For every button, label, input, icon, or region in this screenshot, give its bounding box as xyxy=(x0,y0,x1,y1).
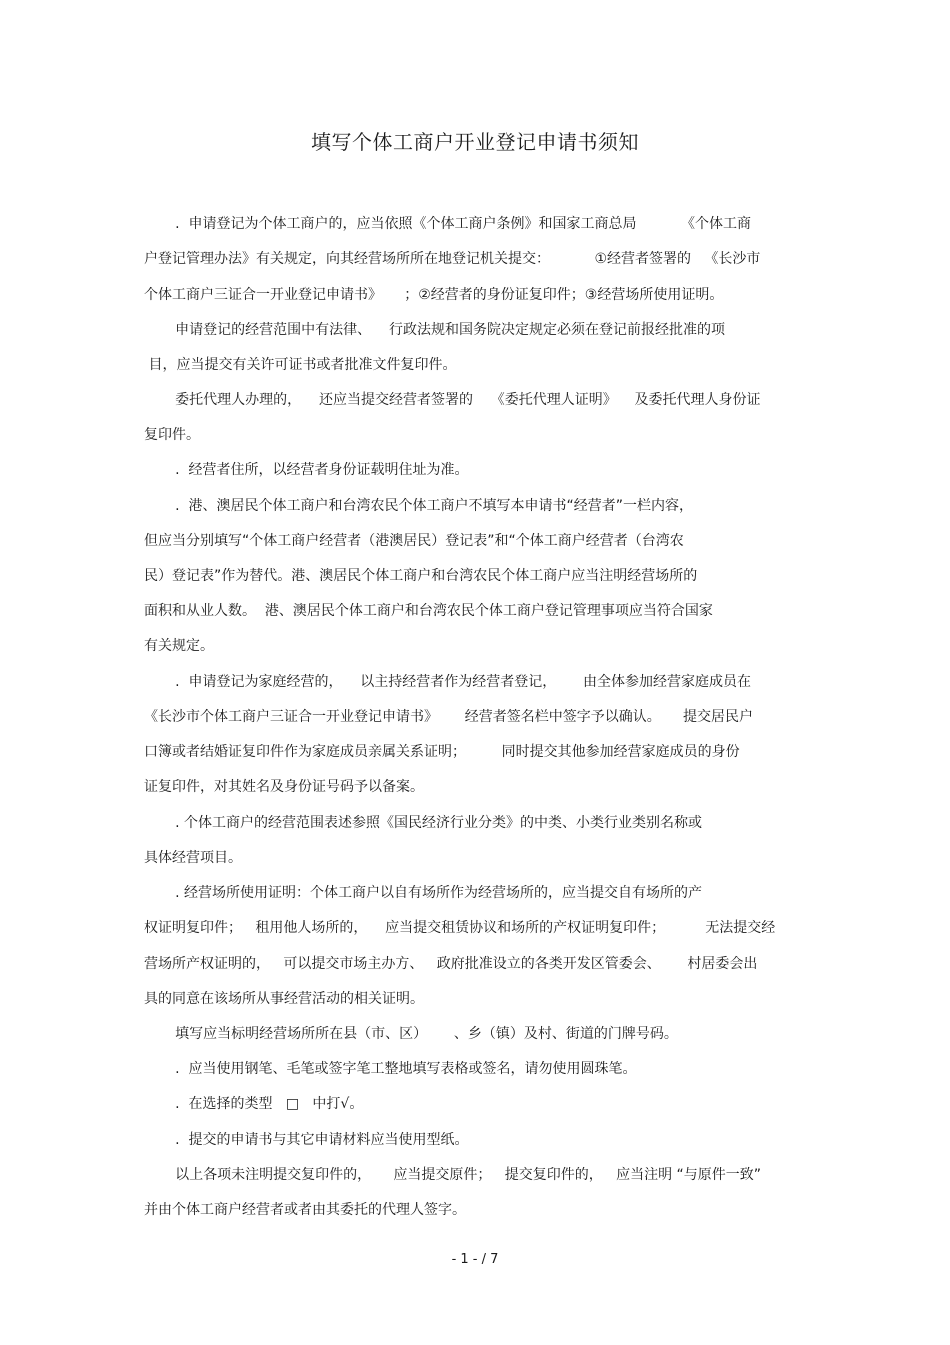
text-line: 填写应当标明经营场所所在县（市、区） 、乡（镇）及村、街道的门牌号码。 xyxy=(144,1026,678,1042)
text-line: 民）登记表”作为替代。港、澳居民个体工商户和台湾农民个体工商户应当注明经营场所的 xyxy=(144,568,698,584)
text-line: 权证明复印件； 租用他人场所的， 应当提交租赁协议和场所的产权证明复印件； 无法提交经 xyxy=(144,920,776,936)
text-line: 有关规定。 xyxy=(144,638,214,654)
text-line: 户登记管理办法》有关规定，向其经营场所所在地登记机关提交： ①经营者签署的 《长沙市 xyxy=(144,251,761,267)
text-line: 营场所产权证明的， 可以提交市场主办方、 政府批准设立的各类开发区管委会、 村居委会出 xyxy=(144,956,758,972)
text-line: 并由个体工商户经营者或者由其委托的代理人签字。 xyxy=(144,1202,466,1218)
text-line: 申请登记的经营范围中有法律、 行政法规和国务院决定规定必须在登记前报经批准的项 xyxy=(144,322,725,338)
text-line: 个体工商户三证合一开业登记申请书》 ；②经营者的身份证复印件；③经营场所使用证明。 xyxy=(144,287,724,303)
text-line: 委托代理人办理的， 还应当提交经营者签署的 《委托代理人证明》 及委托代理人身份证 xyxy=(144,392,761,408)
text-line: . 港、澳居民个体工商户和台湾农民个体工商户不填写本申请书“经营者”一栏内容， xyxy=(144,498,694,514)
text-line: 面积和从业人数。 港、澳居民个体工商户和台湾农民个体工商户登记管理事项应当符合国家 xyxy=(144,603,713,619)
text-line: . 应当使用钢笔、毛笔或签字笔工整地填写表格或签名，请勿使用圆珠笔。 xyxy=(144,1061,637,1077)
text-line: 口簿或者结婚证复印件作为家庭成员亲属关系证明； 同时提交其他参加经营家庭成员的身份 xyxy=(144,744,740,760)
text-line: 复印件。 xyxy=(144,427,200,443)
text-line: 但应当分别填写“个体工商户经营者（港澳居民）登记表”和“个体工商户经营者（台湾农 xyxy=(144,533,684,549)
document-title: 填写个体工商户开业登记申请书须知 xyxy=(311,130,639,154)
text-line: 《长沙市个体工商户三证合一开业登记申请书》 经营者签名栏中签字予以确认。 提交居民户 xyxy=(144,709,753,725)
text-line: . 申请登记为个体工商户的，应当依照《个体工商户条例》和国家工商总局 《个体工商 xyxy=(144,216,752,232)
text-line: 具的同意在该场所从事经营活动的相关证明。 xyxy=(144,991,424,1007)
text-line: . 申请登记为家庭经营的， 以主持经营者作为经营者登记， 由全体参加经营家庭成员在 xyxy=(144,674,752,690)
text-line: . 在选择的类型 □ 中打√。 xyxy=(144,1096,364,1112)
text-line: 具体经营项目。 xyxy=(144,850,242,866)
text-line: . 个体工商户的经营范围表述参照《国民经济行业分类》的中类、小类行业类别名称或 xyxy=(144,815,703,831)
text-line: . 提交的申请书与其它申请材料应当使用型纸。 xyxy=(144,1132,469,1148)
page-number: - 1 - / 7 xyxy=(451,1252,499,1267)
text-line: 证复印件，对其姓名及身份证号码予以备案。 xyxy=(144,779,424,795)
text-line: 目，应当提交有关许可证书或者批准文件复印件。 xyxy=(144,357,457,373)
text-line: . 经营者住所，以经营者身份证载明住址为准。 xyxy=(144,462,469,478)
text-line: 以上各项未注明提交复印件的， 应当提交原件； 提交复印件的， 应当注明 “与原件一致” xyxy=(144,1167,762,1183)
text-line: . 经营场所使用证明：个体工商户以自有场所作为经营场所的，应当提交自有场所的产 xyxy=(144,885,703,901)
